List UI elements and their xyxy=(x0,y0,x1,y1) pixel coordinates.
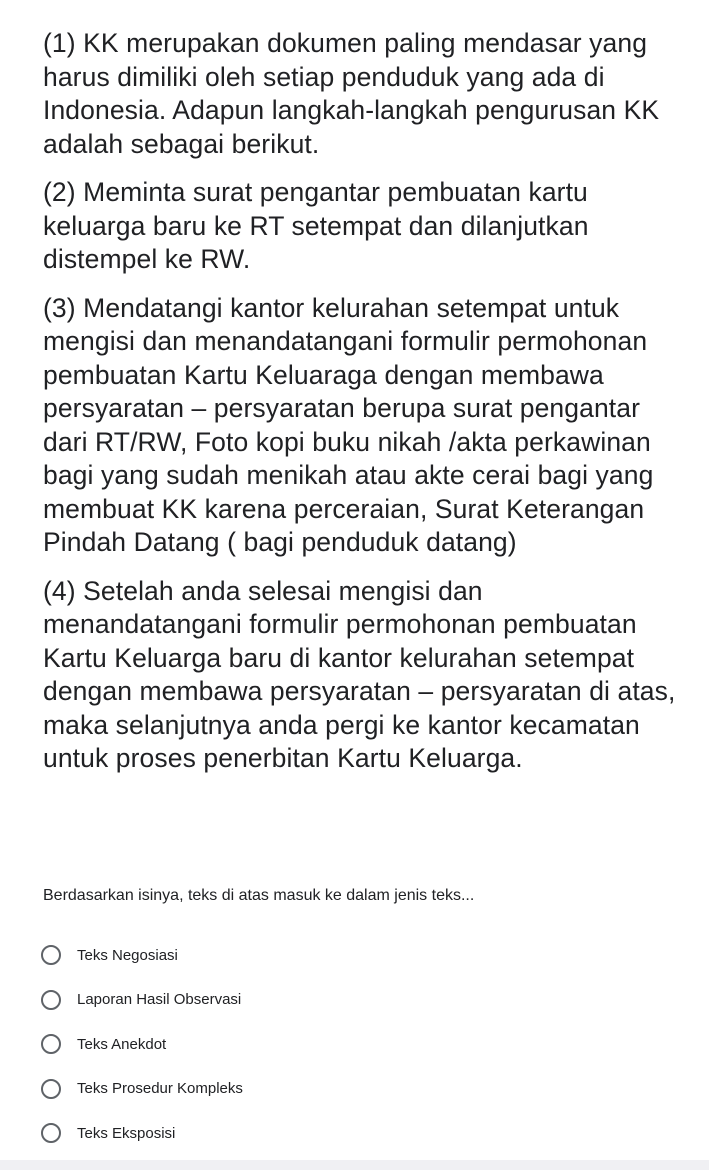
reading-passage xyxy=(43,27,683,791)
radio-button[interactable] xyxy=(41,990,61,1010)
radio-button[interactable] xyxy=(41,1034,61,1054)
answer-options xyxy=(41,933,641,1156)
card-bottom-edge xyxy=(0,1160,709,1170)
option-label: Teks Anekdot xyxy=(77,1035,167,1053)
option-label: Teks Prosedur Kompleks xyxy=(77,1080,243,1098)
option-label: Laporan Hasil Observasi xyxy=(77,991,242,1009)
passage-paragraph-2: (2) Meminta surat pengantar pembuatan kartu keluarga baru ke RT setempat dan dilanjutkan distempel ke RW. xyxy=(43,177,589,274)
option-teks-prosedur-kompleks[interactable] xyxy=(41,1067,641,1112)
question-text: Berdasarkan isinya, teks di atas masuk ke dalam jenis teks... xyxy=(43,887,475,904)
passage-paragraph-4: (4) Setelah anda selesai mengisi dan menandatangani formulir permohonan pembuatan Kartu Keluarga baru di kantor kelurahan setempat dengan membawa persyaratan – persyaratan di atas, maka selanjutnya anda pergi ke kantor kecamatan untuk proses penerbitan Kartu Keluarga. xyxy=(43,575,676,773)
option-label: Teks Eksposisi xyxy=(77,1124,176,1142)
radio-button[interactable] xyxy=(41,1123,61,1143)
radio-button[interactable] xyxy=(41,1079,61,1099)
option-teks-eksposisi[interactable] xyxy=(41,1111,641,1156)
passage-paragraph-3: (3) Mendatangi kantor kelurahan setempat untuk mengisi dan menandatangani formulir permohonan pembuatan Kartu Keluaraga dengan membawa persyaratan – persyaratan berupa surat pengantar dari RT/RW, Foto kopi buku nikah /akta perkawinan bagi yang sudah menikah atau akte cerai bagi yang membuat KK karena perceraian, Surat Keterangan Pindah Datang ( bagi penduduk datang) xyxy=(43,292,654,557)
option-laporan-hasil-observasi[interactable] xyxy=(41,978,641,1023)
radio-button[interactable] xyxy=(41,945,61,965)
passage-paragraph-1: (1) KK merupakan dokumen paling mendasar yang harus dimiliki oleh setiap penduduk yang ada di Indonesia. Adapun langkah-langkah pengurusan KK adalah sebagai berikut. xyxy=(43,28,660,159)
option-label: Teks Negosiasi xyxy=(77,946,178,964)
option-teks-anekdot[interactable] xyxy=(41,1022,641,1067)
option-teks-negosiasi[interactable] xyxy=(41,933,641,978)
